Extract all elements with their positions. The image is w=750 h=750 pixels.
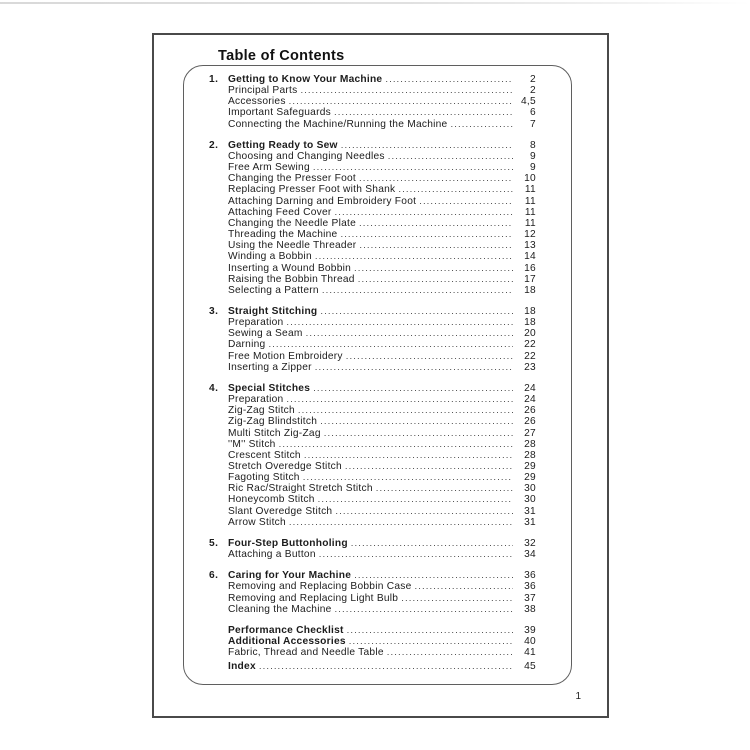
toc-entry-page: 2 xyxy=(530,85,536,97)
toc-entry-page: 11 xyxy=(524,206,536,218)
toc-entry-page: 28 xyxy=(524,449,536,461)
page-number: 1 xyxy=(575,691,581,702)
toc-entry-label: Zig-Zag Blindstitch xyxy=(228,416,318,428)
toc-entry-label: Sewing a Seam xyxy=(228,328,303,340)
dotted-leader xyxy=(398,184,513,195)
toc-entry-label: Attaching Darning and Embroidery Foot xyxy=(228,195,417,207)
toc-entry-page: 30 xyxy=(524,494,536,506)
toc-entry-row xyxy=(228,317,536,328)
dotted-leader xyxy=(450,119,513,130)
toc-heading-page: 32 xyxy=(524,537,536,549)
toc-entry-row xyxy=(228,416,536,427)
toc-entry-label: Ric Rac/Straight Stretch Stitch xyxy=(228,483,373,495)
toc-heading-label: Getting to Know Your Machine xyxy=(228,74,383,85)
dotted-leader xyxy=(335,604,513,615)
toc-entry-page: 11 xyxy=(524,195,536,207)
toc-entry-row xyxy=(228,636,536,647)
dotted-leader xyxy=(358,274,513,285)
toc-entry-label: Inserting a Zipper xyxy=(228,361,312,373)
toc-section-number: 6. xyxy=(209,570,219,582)
dotted-leader xyxy=(313,383,513,394)
toc-heading-row xyxy=(209,383,536,394)
dotted-leader xyxy=(286,317,513,328)
dotted-leader xyxy=(347,625,513,636)
toc-entry-row xyxy=(228,229,536,240)
toc-entry-row xyxy=(228,661,536,672)
toc-entry-page: 38 xyxy=(524,603,536,615)
toc-entries xyxy=(209,74,536,673)
toc-entry-page: 39 xyxy=(524,624,536,636)
toc-entry-row xyxy=(228,274,536,285)
toc-section xyxy=(209,625,536,658)
toc-entry-page: 34 xyxy=(524,549,536,561)
toc-entry-page: 40 xyxy=(524,636,536,648)
dotted-leader xyxy=(286,394,513,405)
dotted-leader xyxy=(335,506,513,517)
toc-heading-page: 18 xyxy=(524,305,536,317)
toc-entry-page: 11 xyxy=(524,217,536,229)
toc-entry-label: Changing the Needle Plate xyxy=(228,217,357,229)
toc-entry-row xyxy=(228,184,536,195)
dotted-leader xyxy=(306,328,513,339)
toc-entry-page: 7 xyxy=(530,118,536,130)
toc-entry-page: 4,5 xyxy=(520,96,536,108)
toc-entry-page: 17 xyxy=(524,273,536,285)
dotted-leader xyxy=(300,85,513,96)
toc-entry-row xyxy=(228,151,536,162)
toc-entry-label: Cleaning the Machine xyxy=(228,603,332,615)
dotted-leader xyxy=(304,450,513,461)
toc-entry-label: Slant Overedge Stitch xyxy=(228,505,333,517)
dotted-leader xyxy=(387,647,513,658)
dotted-leader xyxy=(419,196,513,207)
toc-entry-label: Changing the Presser Foot xyxy=(228,173,357,185)
toc-entry-row xyxy=(228,107,536,118)
toc-entry-label: Selecting a Pattern xyxy=(228,284,319,296)
toc-entry-page: 26 xyxy=(524,405,536,417)
dotted-leader xyxy=(315,362,513,373)
toc-entry-label: ''M'' Stitch xyxy=(228,438,276,450)
dotted-leader xyxy=(324,428,513,439)
toc-entry-page: 31 xyxy=(524,505,536,517)
toc-entry-page: 27 xyxy=(524,427,536,439)
toc-entry-page: 45 xyxy=(524,661,536,673)
toc-entry-row xyxy=(228,450,536,461)
toc-entry-label: Zig-Zag Stitch xyxy=(228,405,295,417)
toc-entry-row xyxy=(228,339,536,350)
dotted-leader xyxy=(279,439,513,450)
toc-entry-page: 9 xyxy=(530,150,536,162)
scan-artifact-line xyxy=(0,2,750,4)
toc-heading-label: Straight Stitching xyxy=(228,305,318,317)
toc-heading-label: Getting Ready to Sew xyxy=(228,139,338,151)
dotted-leader xyxy=(349,636,513,647)
toc-heading-page: 24 xyxy=(524,382,536,394)
dotted-leader xyxy=(359,173,513,184)
toc-entry-page: 16 xyxy=(524,262,536,274)
toc-section xyxy=(209,306,536,373)
toc-entry-page: 41 xyxy=(524,647,536,659)
toc-entry-row xyxy=(228,394,536,405)
toc-entry-page: 24 xyxy=(524,394,536,406)
toc-entry-page: 9 xyxy=(530,162,536,174)
dotted-leader xyxy=(320,306,513,317)
toc-section-number: 4. xyxy=(209,382,219,394)
toc-entry-label: Accessories xyxy=(228,96,286,108)
toc-entry-page: 36 xyxy=(524,581,536,593)
toc-entry-row xyxy=(228,328,536,339)
toc-heading-row xyxy=(209,570,536,581)
toc-entry-page: 20 xyxy=(524,328,536,340)
manual-page xyxy=(152,33,609,718)
toc-entry-row xyxy=(228,593,536,604)
toc-entry-row xyxy=(228,207,536,218)
toc-entry-label: Free Arm Sewing xyxy=(228,162,310,174)
dotted-leader xyxy=(359,218,513,229)
toc-section-number: 1. xyxy=(209,74,219,85)
dotted-leader xyxy=(268,339,513,350)
toc-entry-row xyxy=(228,604,536,615)
toc-entry-label: Performance Checklist xyxy=(228,624,344,636)
toc-section xyxy=(209,74,536,130)
dotted-leader xyxy=(359,240,513,251)
toc-entry-label: Attaching Feed Cover xyxy=(228,206,332,218)
dotted-leader xyxy=(385,74,513,85)
dotted-leader xyxy=(322,285,513,296)
toc-entry-label: Removing and Replacing Light Bulb xyxy=(228,592,399,604)
toc-entry-row xyxy=(228,218,536,229)
toc-entry-row xyxy=(228,405,536,416)
dotted-leader xyxy=(259,661,513,672)
dotted-leader xyxy=(289,517,513,528)
toc-entry-row xyxy=(228,196,536,207)
toc-entry-label: Preparation xyxy=(228,317,284,329)
dotted-leader xyxy=(388,151,513,162)
toc-section xyxy=(209,661,536,672)
toc-entry-row xyxy=(228,362,536,373)
toc-entry-row xyxy=(228,428,536,439)
toc-entry-page: 28 xyxy=(524,438,536,450)
toc-entry-row xyxy=(228,351,536,362)
toc-entry-label: Connecting the Machine/Running the Machine xyxy=(228,118,448,130)
toc-entry-page: 30 xyxy=(524,483,536,495)
toc-entry-row xyxy=(228,494,536,505)
toc-entry-label: Fabric, Thread and Needle Table xyxy=(228,647,384,659)
dotted-leader xyxy=(354,263,513,274)
toc-entry-label: Preparation xyxy=(228,394,284,406)
dotted-leader xyxy=(415,581,514,592)
toc-entry-label: Multi Stitch Zig-Zag xyxy=(228,427,321,439)
toc-entry-label: Inserting a Wound Bobbin xyxy=(228,262,352,274)
toc-entry-label: Free Motion Embroidery xyxy=(228,350,343,362)
toc-entry-row xyxy=(228,506,536,517)
toc-entry-row xyxy=(228,285,536,296)
toc-entry-row xyxy=(228,263,536,274)
dotted-leader xyxy=(320,416,513,427)
toc-entry-label: Arrow Stitch xyxy=(228,516,286,528)
dotted-leader xyxy=(318,494,513,505)
dotted-leader xyxy=(401,593,513,604)
toc-section xyxy=(209,570,536,615)
toc-box xyxy=(183,65,572,685)
toc-entry-page: 13 xyxy=(524,240,536,252)
toc-heading-row xyxy=(209,538,536,549)
toc-entry-page: 18 xyxy=(524,317,536,329)
toc-entry-label: Principal Parts xyxy=(228,85,298,97)
page-title: Table of Contents xyxy=(218,48,345,64)
toc-entry-page: 22 xyxy=(524,350,536,362)
toc-entry-row xyxy=(228,439,536,450)
toc-entry-label: Replacing Presser Foot with Shank xyxy=(228,184,396,196)
toc-entry-page: 11 xyxy=(524,184,536,196)
toc-heading-row xyxy=(209,306,536,317)
toc-entry-label: Index xyxy=(228,661,256,673)
dotted-leader xyxy=(289,96,513,107)
toc-entry-row xyxy=(228,85,536,96)
toc-heading-label: Special Stitches xyxy=(228,382,311,394)
toc-section-number: 5. xyxy=(209,537,219,549)
toc-section xyxy=(209,538,536,560)
toc-entry-row xyxy=(228,549,536,560)
dotted-leader xyxy=(351,538,513,549)
toc-entry-page: 29 xyxy=(524,461,536,472)
toc-entry-page: 18 xyxy=(524,284,536,296)
toc-entry-row xyxy=(228,251,536,262)
toc-entry-page: 37 xyxy=(524,592,536,604)
toc-entry-label: Fagoting Stitch xyxy=(228,472,300,484)
toc-section xyxy=(209,383,536,528)
toc-entry-row xyxy=(228,483,536,494)
dotted-leader xyxy=(334,107,513,118)
toc-entry-page: 14 xyxy=(524,251,536,263)
toc-entry-page: 26 xyxy=(524,416,536,428)
toc-entry-page: 10 xyxy=(524,173,536,185)
toc-entry-label: Choosing and Changing Needles xyxy=(228,150,385,162)
toc-entry-row xyxy=(228,119,536,130)
toc-heading-row xyxy=(209,140,536,151)
toc-heading-label: Caring for Your Machine xyxy=(228,570,352,582)
toc-entry-page: 29 xyxy=(524,472,536,484)
dotted-leader xyxy=(335,207,513,218)
toc-entry-page: 31 xyxy=(524,516,536,528)
toc-heading-page: 36 xyxy=(524,570,536,582)
dotted-leader xyxy=(376,483,513,494)
dotted-leader xyxy=(341,140,513,151)
toc-entry-label: Threading the Machine xyxy=(228,229,338,241)
toc-section-number: 3. xyxy=(209,305,219,317)
toc-entry-row xyxy=(228,461,536,472)
toc-entry-row xyxy=(228,173,536,184)
toc-entry-row xyxy=(228,472,536,483)
toc-entry-label: Using the Needle Threader xyxy=(228,240,357,252)
toc-entry-row xyxy=(228,162,536,173)
dotted-leader xyxy=(303,472,513,483)
toc-entry-page: 12 xyxy=(524,229,536,241)
toc-entry-row xyxy=(228,96,536,107)
toc-entry-label: Additional Accessories xyxy=(228,636,346,648)
toc-entry-row xyxy=(228,517,536,528)
toc-entry-label: Winding a Bobbin xyxy=(228,251,312,263)
dotted-leader xyxy=(319,549,513,560)
toc-entry-page: 23 xyxy=(524,361,536,373)
toc-entry-label: Honeycomb Stitch xyxy=(228,494,315,506)
dotted-leader xyxy=(354,570,513,581)
toc-heading-page: 8 xyxy=(530,139,536,151)
toc-entry-page: 22 xyxy=(524,339,536,351)
toc-heading-page: 2 xyxy=(530,74,536,85)
toc-entry-page: 6 xyxy=(530,107,536,119)
dotted-leader xyxy=(313,162,513,173)
toc-entry-row xyxy=(228,581,536,592)
dotted-leader xyxy=(298,405,513,416)
toc-entry-row xyxy=(228,240,536,251)
toc-entry-label: Stretch Overedge Stitch xyxy=(228,461,342,472)
toc-entry-label: Important Safeguards xyxy=(228,107,331,119)
toc-section-number: 2. xyxy=(209,139,219,151)
toc-entry-label: Crescent Stitch xyxy=(228,449,301,461)
toc-heading-label: Four-Step Buttonholing xyxy=(228,537,348,549)
toc-section xyxy=(209,140,536,296)
toc-entry-label: Raising the Bobbin Thread xyxy=(228,273,355,285)
toc-entry-label: Darning xyxy=(228,339,266,351)
toc-entry-row xyxy=(228,647,536,658)
toc-entry-row xyxy=(228,625,536,636)
toc-heading-row xyxy=(209,74,536,85)
dotted-leader xyxy=(315,251,513,262)
toc-entry-label: Attaching a Button xyxy=(228,549,316,561)
toc-entry-label: Removing and Replacing Bobbin Case xyxy=(228,581,412,593)
dotted-leader xyxy=(345,461,513,472)
dotted-leader xyxy=(340,229,513,240)
dotted-leader xyxy=(346,351,513,362)
